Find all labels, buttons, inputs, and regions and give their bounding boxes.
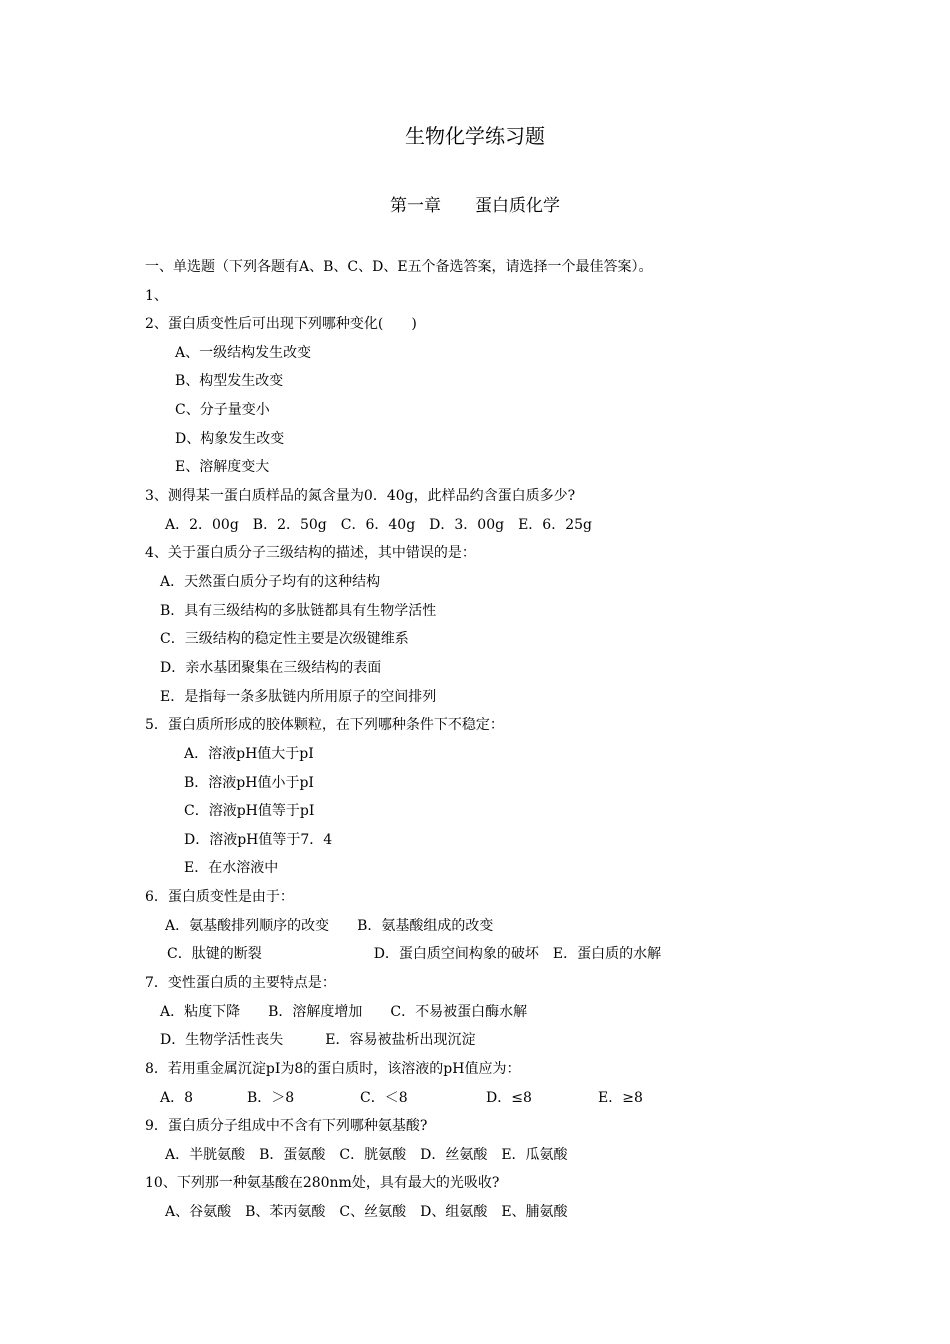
question-2-option-b: B、构型发生改变 [175, 373, 284, 389]
question-2-option-a: A、一级结构发生改变 [175, 345, 312, 361]
question-8-stem: 8．若用重金属沉淀pI为8的蛋白质时，该溶液的pH值应为： [145, 1061, 521, 1077]
question-5-option-c: C．溶液pH值等于pI [184, 803, 315, 819]
question-4-option-e: E．是指每一条多肽链内所用原子的空间排列 [160, 689, 437, 705]
question-10-options: A、谷氨酸 B、苯丙氨酸 C、丝氨酸 D、组氨酸 E、脯氨酸 [165, 1204, 568, 1220]
question-4-option-d: D．亲水基团聚集在三级结构的表面 [160, 660, 382, 676]
question-7-options-row-2: D．生物学活性丧失 E．容易被盐析出现沉淀 [160, 1032, 476, 1048]
question-6-stem: 6．蛋白质变性是由于： [145, 889, 294, 905]
question-2-option-d: D、构象发生改变 [175, 431, 285, 447]
question-9-options: A．半胱氨酸 B．蛋氨酸 C．胱氨酸 D．丝氨酸 E．瓜氨酸 [165, 1147, 568, 1163]
question-9-stem: 9．蛋白质分子组成中不含有下列哪种氨基酸? [145, 1118, 428, 1134]
question-4-option-c: C．三级结构的稳定性主要是次级键维系 [160, 631, 409, 647]
question-6-options-row-1: A．氨基酸排列顺序的改变 B．氨基酸组成的改变 [165, 918, 494, 934]
question-4-option-b: B．具有三级结构的多肽链都具有生物学活性 [160, 603, 437, 619]
question-8-option-a: A．8 [160, 1090, 194, 1106]
question-5-stem: 5．蛋白质所形成的胶体颗粒，在下列哪种条件下不稳定： [145, 717, 504, 733]
question-8-option-e: E．≥8 [598, 1090, 643, 1106]
question-1: 1、 [145, 288, 168, 304]
question-2-option-c: C、分子量变小 [175, 402, 270, 418]
question-5-option-b: B．溶液pH值小于pI [184, 775, 314, 791]
question-8-option-b: B．＞8 [247, 1090, 295, 1106]
question-5-option-e: E．在水溶液中 [184, 860, 279, 876]
question-2-option-e: E、溶解度变大 [175, 459, 270, 475]
question-3-options: A．2．00g B．2．50g C．6．40g D．3．00g E．6．25g [165, 517, 592, 533]
question-8-option-c: C．＜8 [360, 1090, 408, 1106]
question-10-stem: 10、下列那一种氨基酸在280nm处，具有最大的光吸收? [145, 1175, 500, 1191]
question-5-option-a: A．溶液pH值大于pI [184, 746, 314, 762]
chapter-heading: 第一章 蛋白质化学 [390, 196, 560, 216]
section-heading: 一、单选题（下列各题有A、B、C、D、E五个备选答案，请选择一个最佳答案）。 [145, 259, 653, 275]
question-7-stem: 7．变性蛋白质的主要特点是： [145, 975, 336, 991]
question-4-option-a: A．天然蛋白质分子均有的这种结构 [160, 574, 381, 590]
question-6-options-row-2: C．肽键的断裂 D．蛋白质空间构象的破坏 E．蛋白质的水解 [167, 946, 662, 962]
document-title: 生物化学练习题 [405, 124, 545, 148]
question-3-stem: 3、测得某一蛋白质样品的氮含量为0．40g，此样品约含蛋白质多少? [145, 488, 576, 504]
question-7-options-row-1: A．粘度下降 B．溶解度增加 C．不易被蛋白酶水解 [160, 1004, 528, 1020]
question-4-stem: 4、关于蛋白质分子三级结构的描述，其中错误的是： [145, 545, 476, 561]
question-5-option-d: D．溶液pH值等于7．4 [184, 832, 333, 848]
question-8-option-d: D．≤8 [486, 1090, 532, 1106]
question-2-stem: 2、蛋白质变性后可出现下列哪种变化( ) [145, 316, 417, 332]
